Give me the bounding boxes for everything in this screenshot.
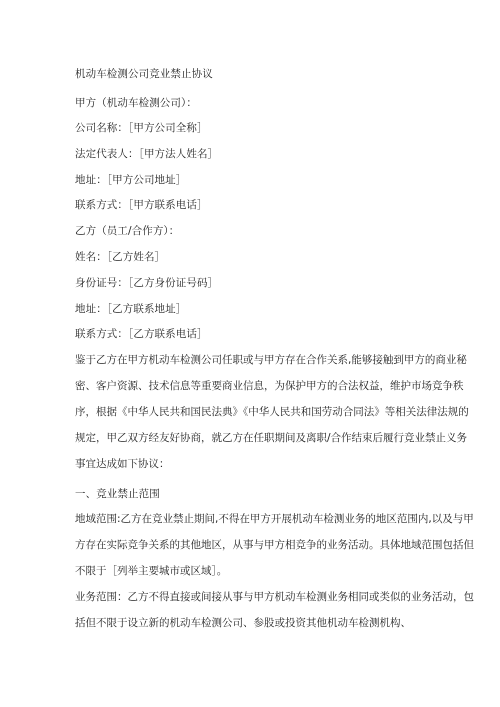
party-a-legal-representative: 法定代表人：［甲方法人姓名］	[75, 148, 219, 160]
region-scope-line: 地域范围:乙方在竞业禁止期间,不得在甲方开展机动车检测业务的地区范围内,以及与甲	[75, 513, 474, 525]
section-1-heading: 一、竞业禁止范围	[75, 488, 160, 500]
business-scope-paragraph	[75, 584, 474, 636]
preamble-line: 规定，甲乙双方经友好协商，就乙方在任职期间及离职/合作结束后履行竞业禁止义务	[75, 432, 468, 444]
party-b-contact: 联系方式：［乙方联系电话］	[75, 328, 208, 340]
region-scope-paragraph	[75, 506, 474, 584]
preamble-line: 事宜达成如下协议：	[75, 458, 170, 470]
party-b-id-number: 身份证号：［乙方身份证号码］	[75, 277, 219, 289]
preamble-line: 序，根据《中华人民共和国民法典》《中华人民共和国劳动合同法》等相关法律法规的	[75, 406, 469, 418]
party-b-address: 地址：［乙方联系地址］	[75, 303, 187, 315]
party-a-heading: 甲方（机动车检测公司）：	[75, 97, 197, 109]
party-b-name: 姓名：［乙方姓名］	[75, 251, 166, 263]
party-a-company-name: 公司名称：［甲方公司全称］	[75, 122, 208, 134]
region-scope-line: 不限于［列举主要城市或区域］。	[75, 565, 228, 577]
preamble-paragraph	[75, 347, 469, 477]
party-b-heading: 乙方（员工/合作方）：	[75, 225, 180, 237]
region-scope-line: 方存在实际竞争关系的其他地区，从事与甲方相竞争的业务活动。具体地域范围包括但	[75, 539, 474, 551]
business-scope-line: 业务范围：乙方不得直接或间接从事与甲方机动车检测业务相同或类似的业务活动，包	[75, 591, 474, 603]
document-title: 机动车检测公司竞业禁止协议	[75, 68, 213, 80]
party-a-address: 地址：［甲方公司地址］	[75, 174, 187, 186]
preamble-line: 密、客户资源、技术信息等重要商业信息，为保护甲方的合法权益，维护市场竞争秩	[75, 380, 464, 392]
party-a-contact: 联系方式：［甲方联系电话］	[75, 199, 208, 211]
preamble-line: 鉴于乙方在甲方机动车检测公司任职或与甲方存在合作关系,能够接触到甲方的商业秘	[75, 354, 467, 366]
business-scope-line: 括但不限于设立新的机动车检测公司、参股或投资其他机动车检测机构、	[75, 617, 411, 629]
